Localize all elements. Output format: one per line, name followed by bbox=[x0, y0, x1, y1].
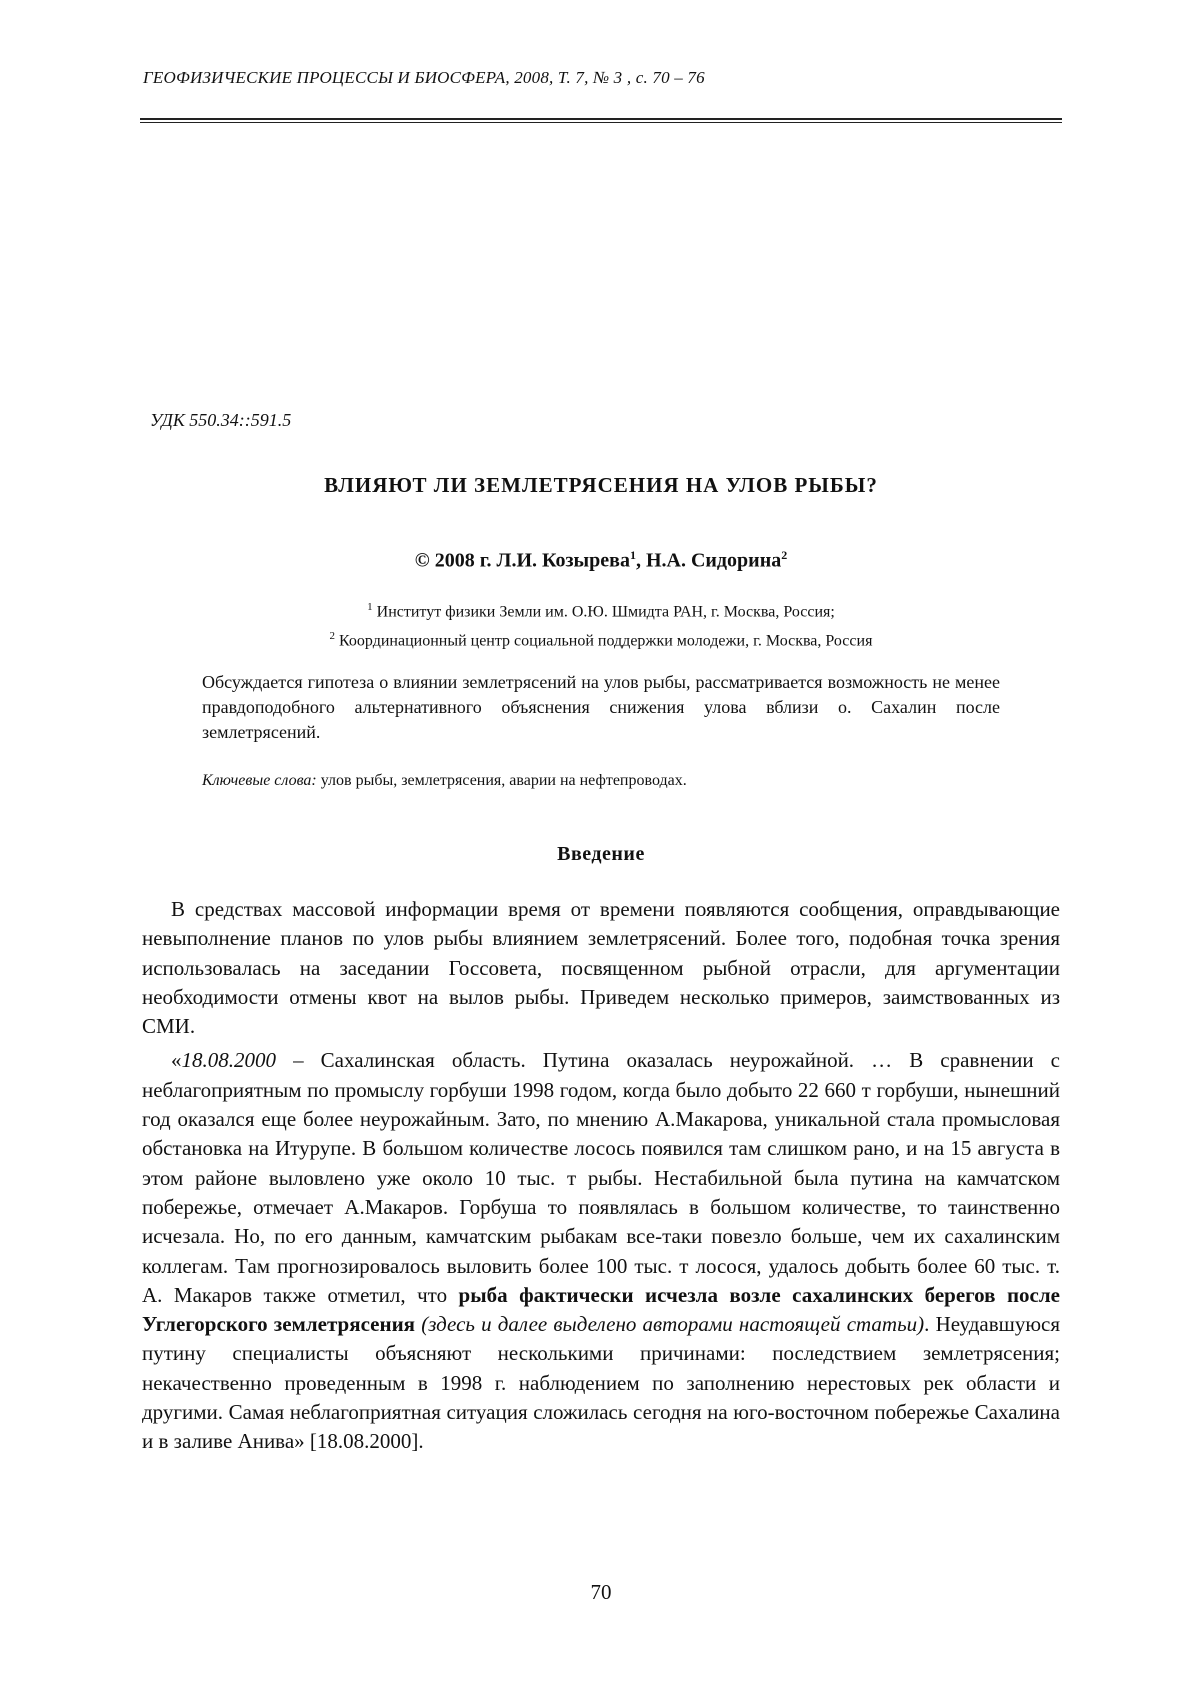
author-separator: , bbox=[635, 549, 646, 572]
affiliation-text: Институт физики Земли им. О.Ю. Шмидта РАН, г. Москва, Россия; bbox=[372, 603, 835, 621]
affiliation-text: Координационный центр социальной поддержки молодежи, г. Москва, Россия bbox=[335, 632, 873, 650]
section-heading: Введение bbox=[557, 843, 645, 865]
quote-date: 18.08.2000 bbox=[181, 1048, 276, 1073]
authors-line bbox=[140, 548, 1062, 573]
copyright-year: © 2008 г. bbox=[414, 549, 497, 572]
journal-header: ГЕОФИЗИЧЕСКИЕ ПРОЦЕССЫ И БИОСФЕРА, 2008, Т. 7, № 3 , с. 70 – 76 bbox=[143, 68, 705, 87]
author-name: Н.А. Сидорина bbox=[645, 549, 782, 572]
paragraph bbox=[142, 1046, 1060, 1456]
page-number: 70 bbox=[590, 1580, 612, 1604]
emphasized-text: рыба фактически исчезла возле сахалинских берегов после Углегорского землетрясения bbox=[142, 1282, 1060, 1337]
keywords bbox=[202, 772, 1000, 790]
affiliation-line bbox=[140, 595, 1062, 624]
header-rule-thin bbox=[140, 122, 1062, 123]
keywords-text: улов рыбы, землетрясения, аварии на нефтепроводах. bbox=[316, 772, 687, 789]
body-text bbox=[142, 895, 1060, 1462]
author-note: (здесь и далее выделено авторами настоящей статьи) bbox=[415, 1312, 925, 1337]
affiliation-line bbox=[140, 624, 1062, 653]
author-affiliation-mark: 1 bbox=[629, 548, 636, 562]
article-title: ВЛИЯЮТ ЛИ ЗЕМЛЕТРЯСЕНИЯ НА УЛОВ РЫБЫ? bbox=[324, 473, 878, 497]
affiliation-mark: 1 bbox=[367, 601, 373, 613]
quote-text: – Сахалинская область. Путина оказалась неурожайной. … В сравнении с неблагоприятным по промыслу горбуши 1998 годом, когда было добыто 22 660 т горбуши, нынешний год оказался еще более неурожайным. Зато, по мнению А.Макарова, уникальной стала промысловая обстановка на Итурупе. В большом количестве лосось появился там слишком рано, и на 15 августа в этом районе выловлено уже около 10 тыс. т рыбы. Нестабильной была путина на камчатском побережье, отмечает А.Макаров. Горбуша то появлялась в большом количестве, то таинственно исчезала. Но, по его данным, камчатским рыбакам все-таки повезло больше, чем их сахалинским коллегам. Там прогнозировалось выловить более 100 тыс. т лосося, удалось добыть более 60 тыс. т. А. Макаров также отметил, что bbox=[142, 1048, 1060, 1307]
udk-code: УДК 550.34::591.5 bbox=[150, 410, 292, 430]
quote-text: . Неудавшуюся путину специалисты объясняют несколькими причинами: последствием землетрясения; некачественно проведенным в 1998 г. наблюдением по заполнению нерестовых рек области и другими. Самая неблагоприятная ситуация сложилась сегодня на юго-восточном побережье Сахалина и в заливе Анива» [18.08.2000]. bbox=[142, 1312, 1060, 1454]
quote-open: « bbox=[171, 1048, 182, 1073]
keywords-label: Ключевые слова: bbox=[202, 772, 317, 789]
affiliations bbox=[140, 595, 1062, 654]
abstract: Обсуждается гипотеза о влиянии землетрясений на улов рыбы, рассматривается возможность не менее правдоподобного альтернативного объяснения снижения улова вблизи о. Сахалин после землетрясений. bbox=[202, 672, 1000, 742]
header-rule bbox=[140, 118, 1062, 120]
author-name: Л.И. Козырева bbox=[496, 549, 630, 572]
author-affiliation-mark: 2 bbox=[781, 548, 788, 562]
affiliation-mark: 2 bbox=[329, 630, 336, 643]
paragraph: В средствах массовой информации время от времени появляются сообщения, оправдывающие невыполнение планов по улов рыбы влиянием землетрясений. Более того, подобная точка зрения использовалась на заседании Госсовета, посвященном рыбной отрасли, для аргументации необходимости отмены квот на вылов рыбы. Приведем несколько примеров, заимствованных из СМИ. bbox=[142, 897, 1060, 1039]
